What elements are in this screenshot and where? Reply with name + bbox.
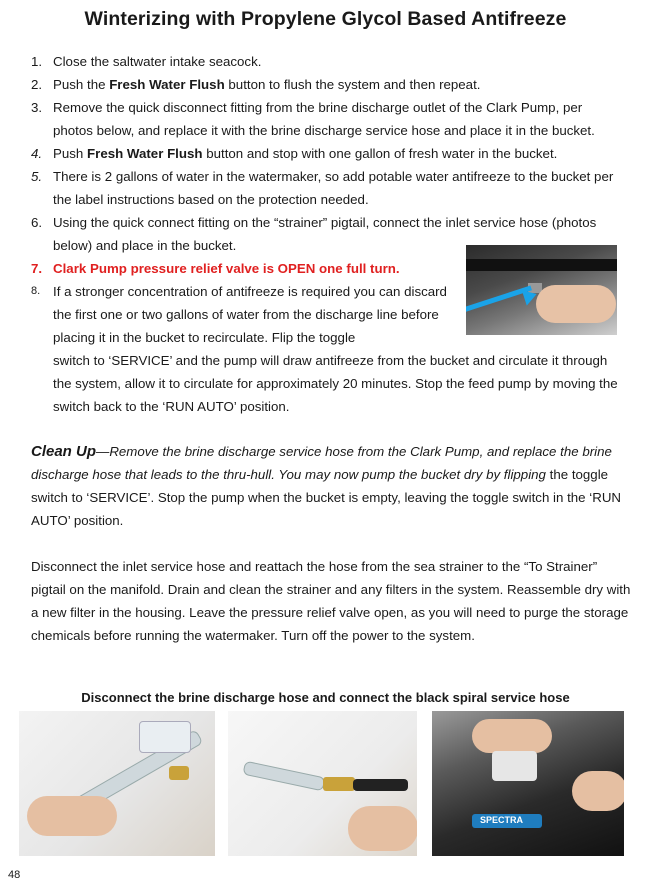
step-text: Clark Pump pressure relief valve is OPEN one full turn. (53, 261, 400, 276)
black-spiral-hose (353, 779, 408, 791)
clean-up-dash: — (96, 444, 110, 459)
step-number: 4. (31, 146, 43, 161)
step-number: 7. (31, 261, 43, 276)
hand (572, 771, 624, 811)
clean-up-heading: Clean Up (31, 443, 97, 460)
fresh-water-flush-label: Fresh Water Flush (109, 77, 225, 92)
step-text-pre: Push the (53, 77, 110, 92)
brass-fitting (323, 777, 355, 791)
step-4 (0, 142, 620, 165)
photo-brine-discharge-outlet (19, 711, 215, 856)
step-number: 5. (31, 169, 43, 184)
clean-up-paragraph (31, 440, 631, 532)
step-number: 1. (31, 54, 43, 69)
page-number: 48 (8, 869, 21, 881)
hand (348, 806, 417, 851)
pressure-relief-valve-photo (466, 245, 617, 335)
step-number: 6. (31, 215, 43, 230)
step-text-continued: switch to ‘SERVICE’ and the pump will draw antifreeze from the bucket and circulate it through the system, allow it to circulate for approximately 20 minutes. Stop the feed pump by moving the switch back to the ‘RUN AUTO’ position. (53, 353, 618, 414)
manifold (139, 721, 191, 753)
spectra-logo (472, 814, 542, 828)
hand (472, 719, 552, 753)
photo-caption: Disconnect the brine discharge hose and connect the black spiral service hose (81, 690, 570, 705)
step-number: 2. (31, 77, 43, 92)
hand (536, 285, 616, 323)
step-text: Using the quick connect fitting on the “strainer” pigtail, connect the inlet service hose (photos below) and place in the bucket. (53, 215, 597, 253)
brass-fitting (169, 766, 189, 780)
step-text-pre: Push (53, 146, 88, 161)
step-text: There is 2 gallons of water in the watermaker, so add potable water antifreeze to the bucket per the label instructions based on the protection needed. (53, 169, 614, 207)
fresh-water-flush-label: Fresh Water Flush (87, 146, 203, 161)
photo-spectra-pump (432, 711, 624, 856)
step-number: 8. (31, 285, 41, 297)
clean-up-text: the toggle switch to ‘SERVICE’. Stop the pump when the bucket is empty, leaving the toggle switch in the ‘RUN AUTO’ position. (31, 467, 622, 528)
step-text: Close the saltwater intake seacock. (53, 54, 262, 69)
step-3 (0, 96, 620, 142)
clean-up-italic-text: Remove the brine discharge service hose from the Clark Pump, and replace the brine discharge hose that leads to the thru-hull. You may now pump the bucket dry by flipping (31, 444, 612, 482)
step-5 (0, 165, 620, 211)
disconnect-paragraph: Disconnect the inlet service hose and reattach the hose from the sea strainer to the “To Strainer” pigtail on the manifold. Drain and clean the strainer and any filters in the system. Reassemble dry with a new filter in the housing. Leave the pressure relief valve open, as you will need to purge the storage chemicals before running the watermaker. Turn off the power to the system. (31, 559, 631, 643)
step-text-post: button and stop with one gallon of fresh water in the bucket. (202, 146, 558, 161)
photo-quick-connect-fitting (228, 711, 417, 856)
winterizing-steps-list (0, 50, 620, 418)
hand (27, 796, 117, 836)
step-1 (0, 50, 620, 73)
step-text-post: button to flush the system and then repeat. (224, 77, 481, 92)
step-2 (0, 73, 620, 96)
service-hose (242, 761, 325, 792)
pump-body (466, 259, 617, 271)
step-number: 3. (31, 100, 43, 115)
spectra-logo-text: SPECTRA (480, 815, 524, 825)
step-text: Remove the quick disconnect fitting from the brine discharge outlet of the Clark Pump, per photos below, and replace it with the brine discharge service hose and place it in the bucket. (53, 100, 595, 138)
step-text-wrapped: If a stronger concentration of antifreeze is required you can discard the first one or two gallons of water from the discharge line before placing it in the bucket to recirculate. Flip the toggle (53, 284, 447, 345)
page-title: Winterizing with Propylene Glycol Based Antifreeze (84, 8, 567, 30)
white-fitting (492, 751, 537, 781)
